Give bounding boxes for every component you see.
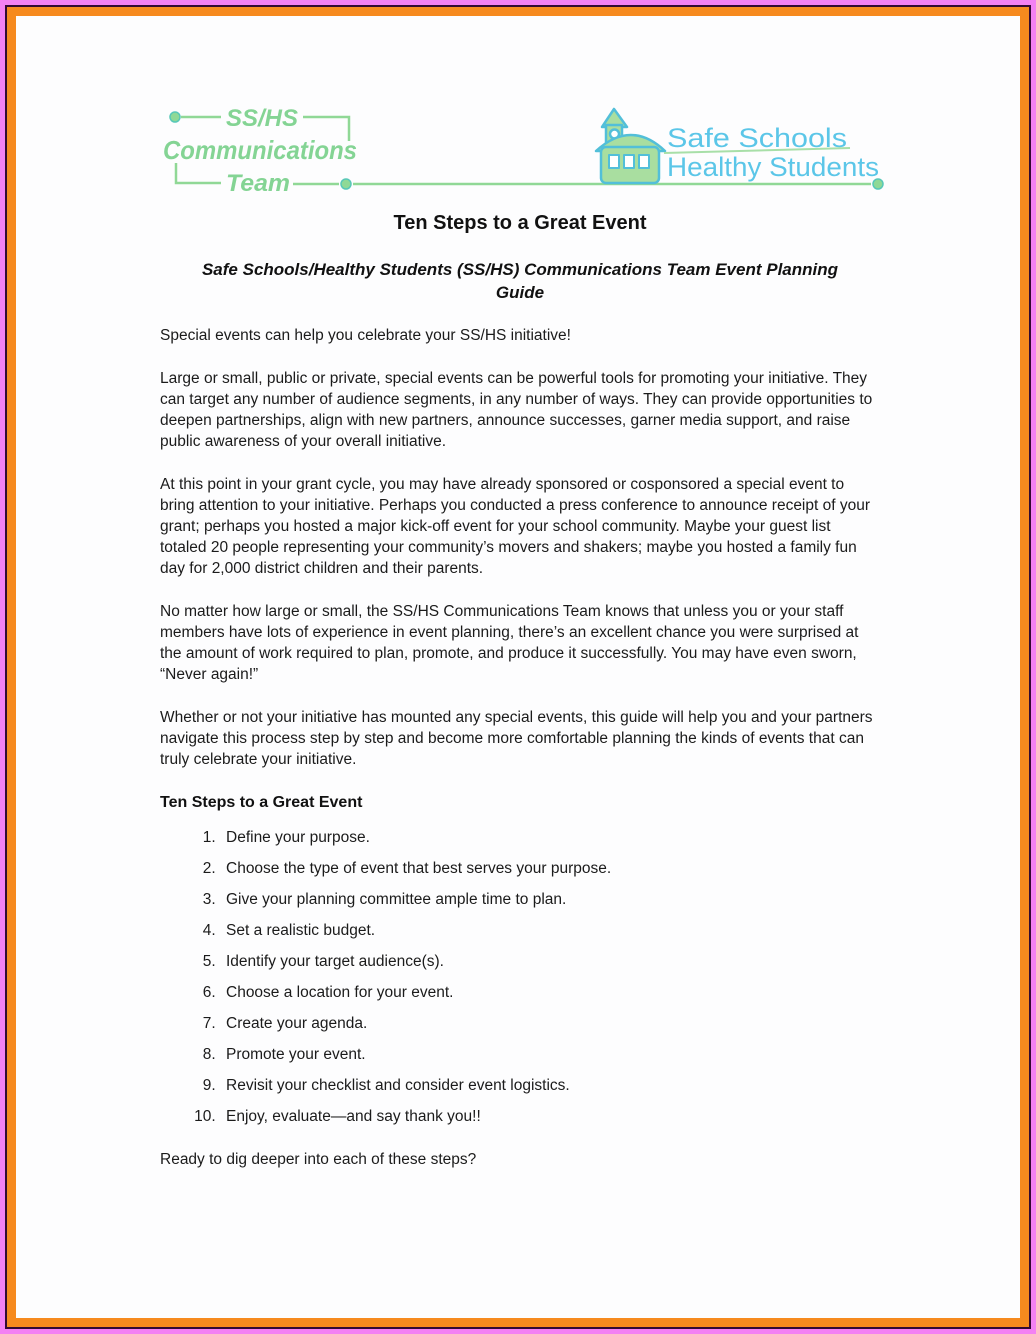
document-content xyxy=(16,16,1020,1170)
list-item-8: 8. Promote your event. xyxy=(220,1044,860,1065)
list-item-4: 4. Set a realistic budget. xyxy=(220,920,860,941)
list-item-6: 6. Choose a location for your event. xyxy=(220,982,860,1003)
paragraph-large-or-small: Large or small, public or private, special events can be powerful tools for promoting your initiative. They can target any number of audience segments, in any number of ways. They can provide opportunities to deepen partnerships, align with new partners, announce successes, garner media support, and raise public awareness of your overall initiative. xyxy=(160,370,873,450)
list-item-3: 3. Give your planning committee ample time to plan. xyxy=(220,889,860,910)
list-item-1: 1. Define your purpose. xyxy=(220,827,860,848)
list-item-2: 2. Choose the type of event that best serves your purpose. xyxy=(220,858,860,879)
left-logo-line3: Team xyxy=(226,170,290,197)
paragraph-whether-or-not: Whether or not your initiative has mounted any special events, this guide will help you and your partners navigate this process step by step and become more comfortable planning the kinds of events that can truly celebrate your initiative. xyxy=(160,709,873,768)
page-subtitle: Safe Schools/Healthy Students (SS/HS) Communications Team Event Planning Guide xyxy=(201,260,839,302)
list-item-5: 5. Identify your target audience(s). xyxy=(220,951,860,972)
list-item-9: 9. Revisit your checklist and consider event logistics. xyxy=(220,1075,860,1096)
steps-list xyxy=(160,827,860,1127)
page-title: Ten Steps to a Great Event xyxy=(393,212,647,234)
paragraph-grant-cycle: At this point in your grant cycle, you may have already sponsored or cosponsored a special event to bring attention to your initiative. Perhaps you conducted a press conference to announce receipt of your grant; perhaps you hosted a major kick-off event for your school community. Maybe your guest list totaled 20 people representing your community’s movers and shakers; maybe you hosted a family fun day for 2,000 district children and their parents. xyxy=(160,476,870,577)
closing-question: Ready to dig deeper into each of these steps? xyxy=(160,1151,477,1168)
list-item-7: 7. Create your agenda. xyxy=(220,1013,860,1034)
left-logo-line1: SS/HS xyxy=(226,105,298,132)
paragraph-no-matter: No matter how large or small, the SS/HS Communications Team knows that unless you or your staff members have lots of experience in event planning, there’s an excellent chance you were surprised at the amount of work required to plan, promote, and produce it successfully. You may have even sworn, “Never again!” xyxy=(160,603,859,683)
left-logo-line2: Communications xyxy=(163,135,357,165)
right-logo-line1: Safe Schools xyxy=(667,123,847,153)
right-logo-line2: Healthy Students xyxy=(667,152,879,182)
document-page xyxy=(16,16,1020,1318)
list-heading: Ten Steps to a Great Event xyxy=(160,794,363,811)
list-item-10: 10. Enjoy, evaluate—and say thank you!! xyxy=(220,1106,860,1127)
paragraph-intro: Special events can help you celebrate your SS/HS initiative! xyxy=(160,327,571,344)
